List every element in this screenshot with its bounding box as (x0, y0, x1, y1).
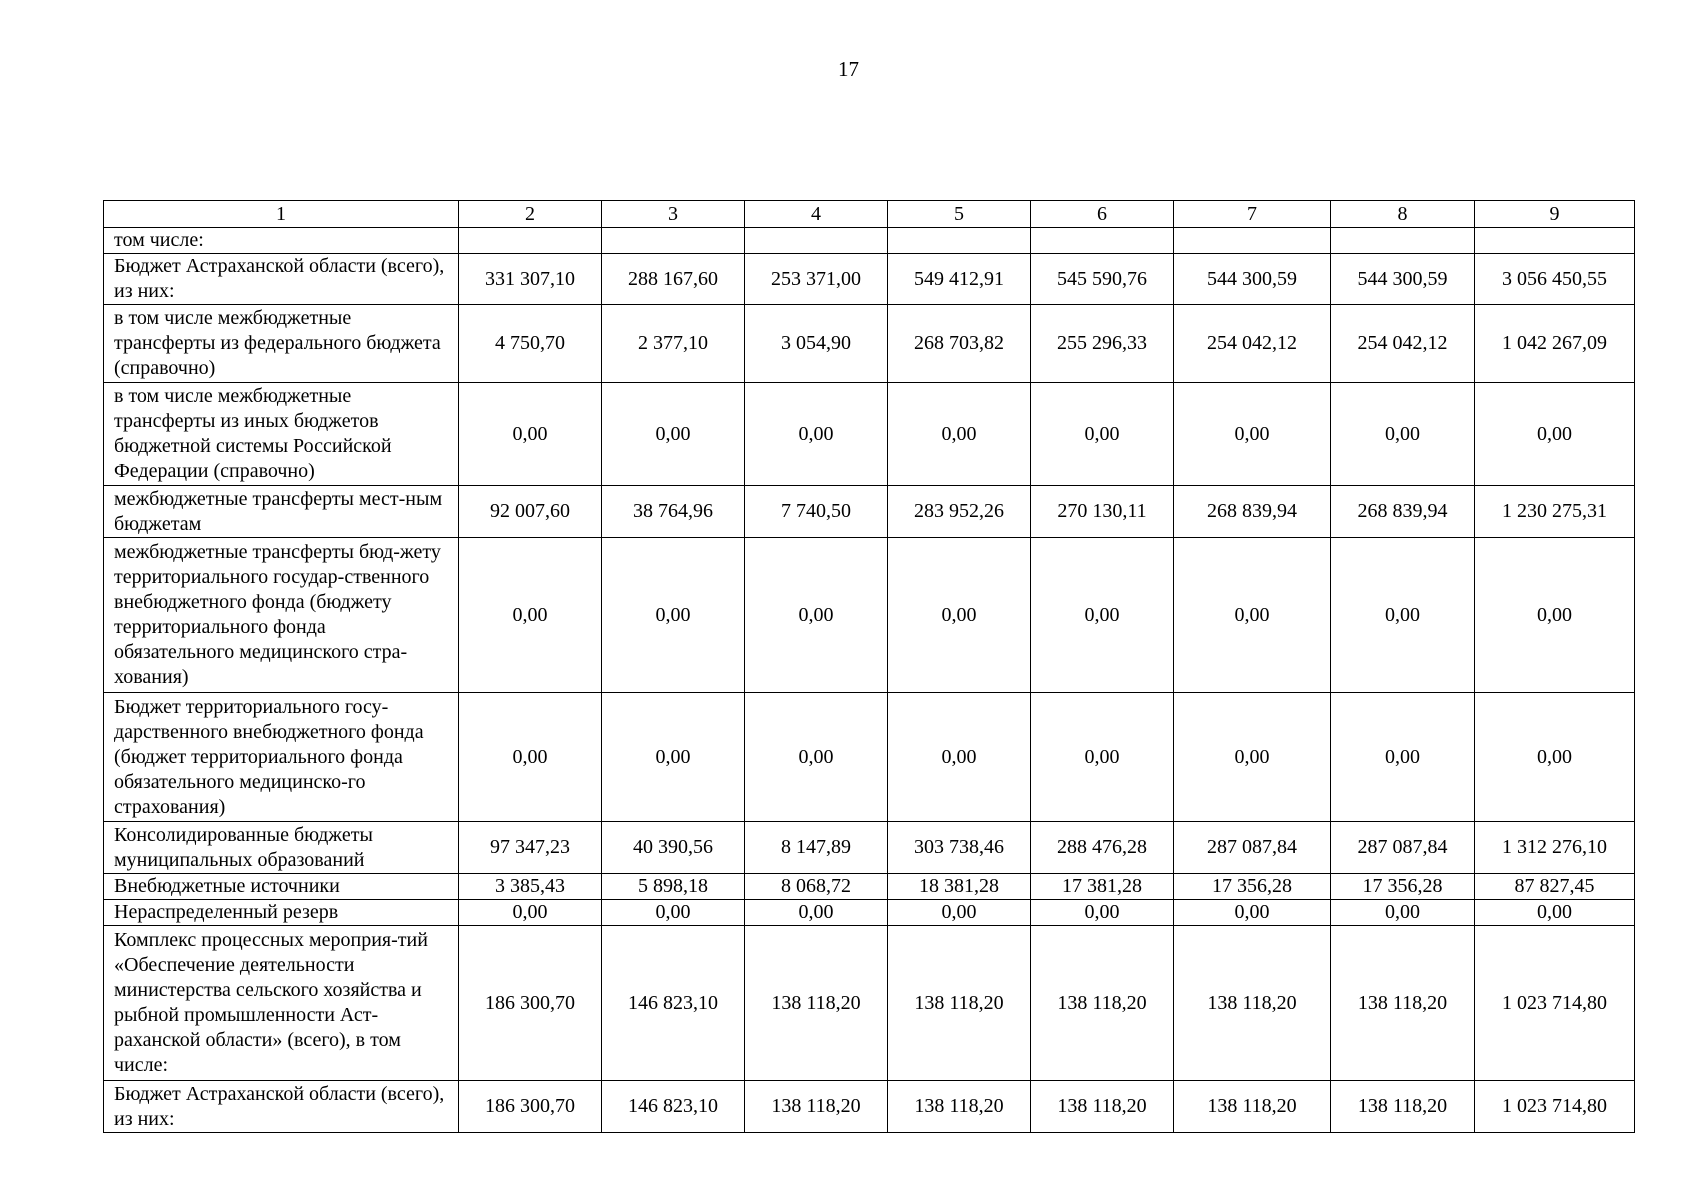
column-header: 5 (888, 201, 1031, 228)
table-cell: 138 118,20 (888, 926, 1031, 1081)
column-header: 2 (459, 201, 602, 228)
table-cell: 0,00 (745, 383, 888, 486)
table-cell: 0,00 (459, 900, 602, 926)
table-row (104, 486, 1635, 538)
table-cell: 138 118,20 (1031, 1081, 1174, 1133)
table-cell: 549 412,91 (888, 254, 1031, 305)
table-cell: 0,00 (459, 538, 602, 693)
column-header: 4 (745, 201, 888, 228)
table-cell: 17 356,28 (1331, 874, 1475, 900)
column-header: 9 (1475, 201, 1635, 228)
table-cell (1475, 228, 1635, 254)
table-cell: 0,00 (602, 900, 745, 926)
table-cell: 0,00 (602, 538, 745, 693)
table-cell: 92 007,60 (459, 486, 602, 538)
table-cell: 331 307,10 (459, 254, 602, 305)
table-cell: 3 054,90 (745, 305, 888, 383)
table-row (104, 874, 1635, 900)
table-cell: 0,00 (888, 383, 1031, 486)
page-number: 17 (838, 57, 859, 81)
table-cell: 17 356,28 (1174, 874, 1331, 900)
table-cell: 38 764,96 (602, 486, 745, 538)
table-cell: 0,00 (1475, 900, 1635, 926)
table-cell: 0,00 (1031, 693, 1174, 822)
table-cell: 186 300,70 (459, 926, 602, 1081)
table-row (104, 1081, 1635, 1133)
table-row (104, 900, 1635, 926)
row-label: Бюджет Астраханской области (всего), из них: (104, 254, 459, 305)
table-cell: 270 130,11 (1031, 486, 1174, 538)
table-cell: 0,00 (888, 900, 1031, 926)
table-cell: 8 147,89 (745, 822, 888, 874)
table-cell: 87 827,45 (1475, 874, 1635, 900)
table-cell: 544 300,59 (1331, 254, 1475, 305)
table-cell: 287 087,84 (1174, 822, 1331, 874)
table-cell: 5 898,18 (602, 874, 745, 900)
table-cell: 0,00 (1174, 383, 1331, 486)
table-cell: 138 118,20 (1174, 926, 1331, 1081)
table-cell: 0,00 (1475, 538, 1635, 693)
table-cell: 1 042 267,09 (1475, 305, 1635, 383)
table-row (104, 538, 1635, 693)
column-header: 1 (104, 201, 459, 228)
table-cell: 0,00 (1174, 900, 1331, 926)
table-cell: 2 377,10 (602, 305, 745, 383)
table-cell: 0,00 (1331, 900, 1475, 926)
table-cell: 0,00 (459, 383, 602, 486)
table-cell (602, 228, 745, 254)
table-cell: 0,00 (1331, 383, 1475, 486)
row-label: Консолидированные бюджеты муниципальных образований (104, 822, 459, 874)
table-cell: 138 118,20 (745, 926, 888, 1081)
table-cell: 0,00 (459, 693, 602, 822)
table-row (104, 254, 1635, 305)
table-cell: 7 740,50 (745, 486, 888, 538)
row-label: Бюджет территориального госу-дарственного внебюджетного фонда (бюджет территориального фонда обязательного медицинско-го страхования) (104, 693, 459, 822)
table-cell: 8 068,72 (745, 874, 888, 900)
row-label: том числе: (104, 228, 459, 254)
table-row (104, 305, 1635, 383)
row-label: межбюджетные трансферты бюд-жету территориального государ-ственного внебюджетного фонда (бюджету территориального фонда обязательного медицинского стра-хования) (104, 538, 459, 693)
column-header: 3 (602, 201, 745, 228)
table-cell: 3 056 450,55 (1475, 254, 1635, 305)
table-cell: 0,00 (1475, 383, 1635, 486)
table-cell: 138 118,20 (1031, 926, 1174, 1081)
table-cell: 138 118,20 (888, 1081, 1031, 1133)
table-cell: 186 300,70 (459, 1081, 602, 1133)
table-cell (1031, 228, 1174, 254)
table-cell: 288 476,28 (1031, 822, 1174, 874)
table-cell: 1 023 714,80 (1475, 1081, 1635, 1133)
table-cell: 17 381,28 (1031, 874, 1174, 900)
table-cell (888, 228, 1031, 254)
table-cell (745, 228, 888, 254)
table-cell: 0,00 (1331, 693, 1475, 822)
table-cell (1174, 228, 1331, 254)
table-cell: 545 590,76 (1031, 254, 1174, 305)
table-cell: 0,00 (1031, 538, 1174, 693)
table-cell: 0,00 (745, 900, 888, 926)
table-cell: 288 167,60 (602, 254, 745, 305)
header-row (104, 201, 1635, 228)
column-header: 8 (1331, 201, 1475, 228)
table-cell: 0,00 (1174, 538, 1331, 693)
table-cell: 40 390,56 (602, 822, 745, 874)
table-cell: 146 823,10 (602, 1081, 745, 1133)
table-cell: 1 023 714,80 (1475, 926, 1635, 1081)
table-cell: 0,00 (1174, 693, 1331, 822)
table-cell: 0,00 (745, 693, 888, 822)
table-row (104, 926, 1635, 1081)
table-cell: 0,00 (1031, 900, 1174, 926)
row-label: Внебюджетные источники (104, 874, 459, 900)
table-cell: 254 042,12 (1174, 305, 1331, 383)
table-cell: 4 750,70 (459, 305, 602, 383)
budget-table (103, 200, 1635, 1133)
column-header: 7 (1174, 201, 1331, 228)
table-cell: 253 371,00 (745, 254, 888, 305)
row-label: в том числе межбюджетные трансферты из федерального бюджета (справочно) (104, 305, 459, 383)
table-cell: 268 839,94 (1331, 486, 1475, 538)
table-cell: 1 312 276,10 (1475, 822, 1635, 874)
table-row (104, 693, 1635, 822)
table-cell: 18 381,28 (888, 874, 1031, 900)
table-cell: 0,00 (602, 693, 745, 822)
table-cell: 268 703,82 (888, 305, 1031, 383)
table-row (104, 383, 1635, 486)
table-cell: 138 118,20 (745, 1081, 888, 1133)
table-cell (1331, 228, 1475, 254)
row-label: Комплекс процессных мероприя-тий «Обеспечение деятельности министерства сельского хозяйства и рыбной промышленности Аст-раханской области» (всего), в том числе: (104, 926, 459, 1081)
table-cell: 1 230 275,31 (1475, 486, 1635, 538)
table-cell: 138 118,20 (1174, 1081, 1331, 1133)
table-cell: 303 738,46 (888, 822, 1031, 874)
table-cell: 0,00 (602, 383, 745, 486)
table-cell: 544 300,59 (1174, 254, 1331, 305)
table-cell: 0,00 (1031, 383, 1174, 486)
table-cell: 287 087,84 (1331, 822, 1475, 874)
table-cell: 255 296,33 (1031, 305, 1174, 383)
row-label: в том числе межбюджетные трансферты из иных бюджетов бюджетной системы Российской Федерации (справочно) (104, 383, 459, 486)
table-cell: 138 118,20 (1331, 1081, 1475, 1133)
table-cell: 146 823,10 (602, 926, 745, 1081)
table-cell: 0,00 (1331, 538, 1475, 693)
table-cell: 0,00 (1475, 693, 1635, 822)
row-label: Нераспределенный резерв (104, 900, 459, 926)
table-cell: 97 347,23 (459, 822, 602, 874)
table-cell: 0,00 (888, 693, 1031, 822)
row-label: межбюджетные трансферты мест-ным бюджетам (104, 486, 459, 538)
table-cell: 283 952,26 (888, 486, 1031, 538)
table-cell: 3 385,43 (459, 874, 602, 900)
row-label: Бюджет Астраханской области (всего), из них: (104, 1081, 459, 1133)
table-cell: 268 839,94 (1174, 486, 1331, 538)
table-row (104, 228, 1635, 254)
table-cell: 138 118,20 (1331, 926, 1475, 1081)
column-header: 6 (1031, 201, 1174, 228)
table-cell: 254 042,12 (1331, 305, 1475, 383)
table-row (104, 822, 1635, 874)
table-cell: 0,00 (888, 538, 1031, 693)
table-cell: 0,00 (745, 538, 888, 693)
table-cell (459, 228, 602, 254)
